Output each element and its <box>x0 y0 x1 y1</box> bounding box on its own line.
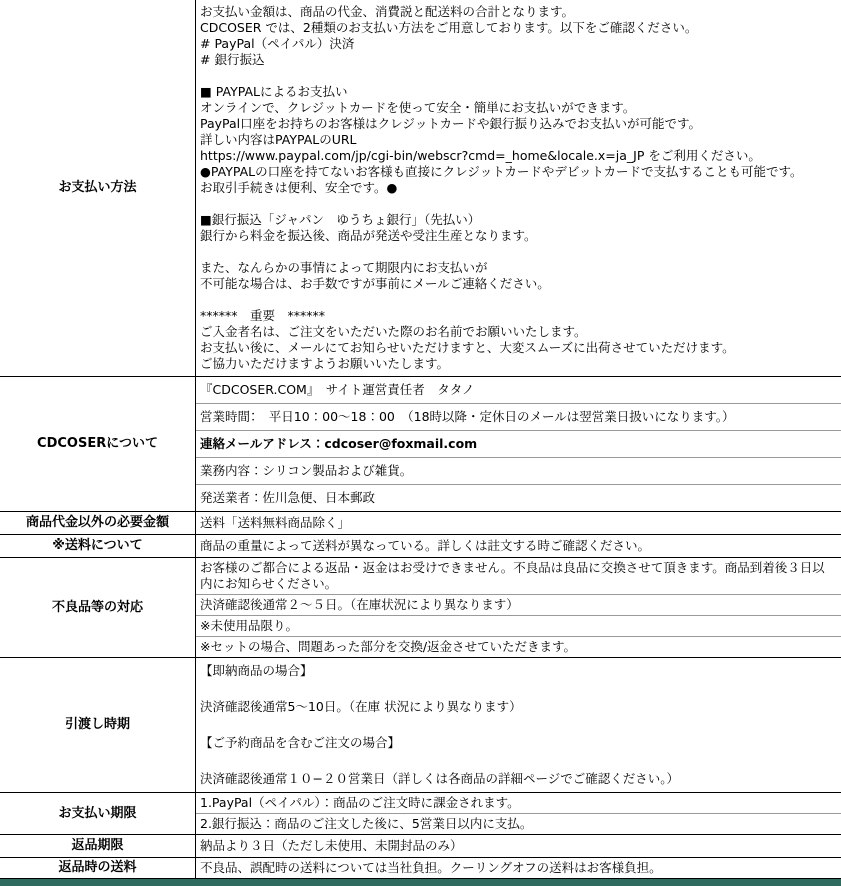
table-row-about-shipping <box>0 535 841 558</box>
text-line: 詳しい内容はPAYPALのURL <box>200 132 357 147</box>
content-section <box>196 793 841 813</box>
text-line: 決済確認後通常２〜５日。（在庫状況により異なります） <box>200 597 519 612</box>
row-content-delivery-time <box>196 658 841 792</box>
text-line: 1.PayPal（ペイパル）：商品のご注文時に課金されます。 <box>200 795 520 810</box>
blank-line <box>200 244 837 260</box>
content-section <box>196 558 841 594</box>
row-label-defective-items: 不良品等の対応 <box>0 558 196 657</box>
content-section <box>196 512 841 534</box>
text-line: 決済確認後通常5〜10日。（在庫 状況により異なります） <box>200 699 522 714</box>
text-line: お客様のご都合による返品・返金はお受けできません。不良品は良品に交換させて頂きます。商品到着後３日以内にお知らせください。 <box>200 560 825 591</box>
blank-line <box>200 196 837 212</box>
row-label-about-cdcoser: CDCOSERについて <box>0 377 196 511</box>
text-line: ■銀行振込「ジャパン ゆうちょ銀行」（先払い） <box>200 212 481 227</box>
content-section <box>196 430 841 457</box>
table-row-about-cdcoser <box>0 377 841 512</box>
row-content-payment-method <box>196 0 841 376</box>
row-content-payment-deadline <box>196 793 841 834</box>
content-section <box>196 858 841 878</box>
text-line: 2.銀行振込：商品のご注文した後に、5営業日以内に支払。 <box>200 816 533 831</box>
text-line: 【即納商品の場合】 <box>200 663 313 678</box>
text-line: ■ PAYPALによるお支払い <box>200 84 348 99</box>
content-section <box>196 658 841 792</box>
text-line: 送料「送料無料商品除く」 <box>200 515 351 530</box>
content-section <box>196 835 841 857</box>
content-section <box>196 594 841 615</box>
table-row-return-shipping <box>0 858 841 879</box>
blank-line <box>200 716 837 734</box>
text-line: https://www.paypal.com/jp/cgi-bin/webscr?cmd=_home&locale.x=ja_JP をご利用ください。 <box>200 148 761 163</box>
text-line: オンラインで、クレジットカードを使って安全・簡単にお支払いができます。 <box>200 100 636 115</box>
blank-line <box>200 752 837 770</box>
text-line: 【ご予約商品を含むご注文の場合】 <box>200 735 401 750</box>
content-section <box>196 0 841 376</box>
text-line: PayPal口座をお持ちのお客様はクレジットカードや銀行振り込みでお支払いが可能です。 <box>200 116 701 131</box>
row-label-return-deadline: 返品期限 <box>0 835 196 857</box>
text-line: 『CDCOSER.COM』 サイト運営責任者 タタノ <box>200 382 475 397</box>
text-line: 商品の重量によって送料が異なっている。詳しくは註文する時ご確認ください。 <box>200 538 651 553</box>
text-line: お支払い後に、メールにてお知らせいただけますと、大変スムーズに出荷させていただけます。 <box>200 340 735 355</box>
table-row-delivery-time <box>0 658 841 793</box>
text-line: ご入金者名は、ご注文をいただいた際のお名前でお願いいたします。 <box>200 324 587 339</box>
blank-line <box>200 680 837 698</box>
text-line: 決済確認後通常１０−２０営業日（詳しくは各商品の詳細ページでご確認ください。） <box>200 771 679 786</box>
content-section <box>196 813 841 834</box>
row-label-about-shipping: ※送料について <box>0 535 196 557</box>
text-line: ※未使用品限り。 <box>200 618 298 633</box>
table-row-payment-method <box>0 0 841 377</box>
content-section <box>196 377 841 403</box>
footer-bar <box>0 879 841 886</box>
row-label-payment-deadline: お支払い期限 <box>0 793 196 834</box>
row-content-about-shipping <box>196 535 841 557</box>
text-line: 納品より３日（ただし未使用、未開封品のみ） <box>200 838 463 853</box>
text-line: また、なんらかの事情によって期限内にお支払いが <box>200 260 488 275</box>
row-label-payment-method: お支払い方法 <box>0 0 196 376</box>
text-line: # 銀行振込 <box>200 52 265 67</box>
text-line: CDCOSER では、2種類のお支払い方法をご用意しております。以下をご確認ください。 <box>200 20 698 35</box>
text-line: 営業時間： 平日10：00〜18：00 （18時以降・定休日のメールは翌営業日扱いになります。） <box>200 409 735 424</box>
row-content-return-shipping <box>196 858 841 878</box>
content-section <box>196 535 841 557</box>
text-line: ●PAYPALの口座を持てないお客様も直接にクレジットカードやデビットカードで支払することも可能です。 <box>200 164 803 179</box>
content-section <box>196 615 841 636</box>
text-line: # PayPal（ペイパル）決済 <box>200 36 355 51</box>
content-section <box>196 403 841 430</box>
table-row-extra-fees <box>0 512 841 535</box>
text-line: お支払い金額は、商品の代金、消費説と配送料の合計となります。 <box>200 4 575 19</box>
row-label-return-shipping: 返品時の送料 <box>0 858 196 878</box>
text-line: 銀行から料金を振込後、商品が発送や受注生産となります。 <box>200 228 537 243</box>
table-row-defective-items <box>0 558 841 658</box>
text-line: 業務内容：シリコン製品および雑貨。 <box>200 463 413 478</box>
text-line: 不可能な場合は、お手数ですが事前にメールご連絡ください。 <box>200 276 550 291</box>
row-content-defective-items <box>196 558 841 657</box>
content-section <box>196 457 841 484</box>
content-section <box>196 636 841 657</box>
text-line: 不良品、誤配時の送料については当社負担。クーリングオフの送料はお客様負担。 <box>200 860 662 875</box>
text-line: ご協力いただけますようお願いいたします。 <box>200 356 450 371</box>
row-content-about-cdcoser <box>196 377 841 511</box>
text-line: ****** 重要 ****** <box>200 308 326 323</box>
row-label-delivery-time: 引渡し時期 <box>0 658 196 792</box>
blank-line <box>200 292 837 308</box>
table-row-payment-deadline <box>0 793 841 835</box>
text-line: お取引手続きは便利、安全です。● <box>200 180 398 195</box>
text-line: 連絡メールアドレス：cdcoser@foxmail.com <box>200 436 478 451</box>
text-line: ※セットの場合、問題あった部分を交換/返金させていただきます。 <box>200 639 577 654</box>
text-line: 発送業者：佐川急便、日本郵政 <box>200 490 376 505</box>
row-content-extra-fees <box>196 512 841 534</box>
row-content-return-deadline <box>196 835 841 857</box>
table-row-return-deadline <box>0 835 841 858</box>
blank-line <box>200 68 837 84</box>
row-label-extra-fees: 商品代金以外の必要金額 <box>0 512 196 534</box>
content-section <box>196 484 841 511</box>
